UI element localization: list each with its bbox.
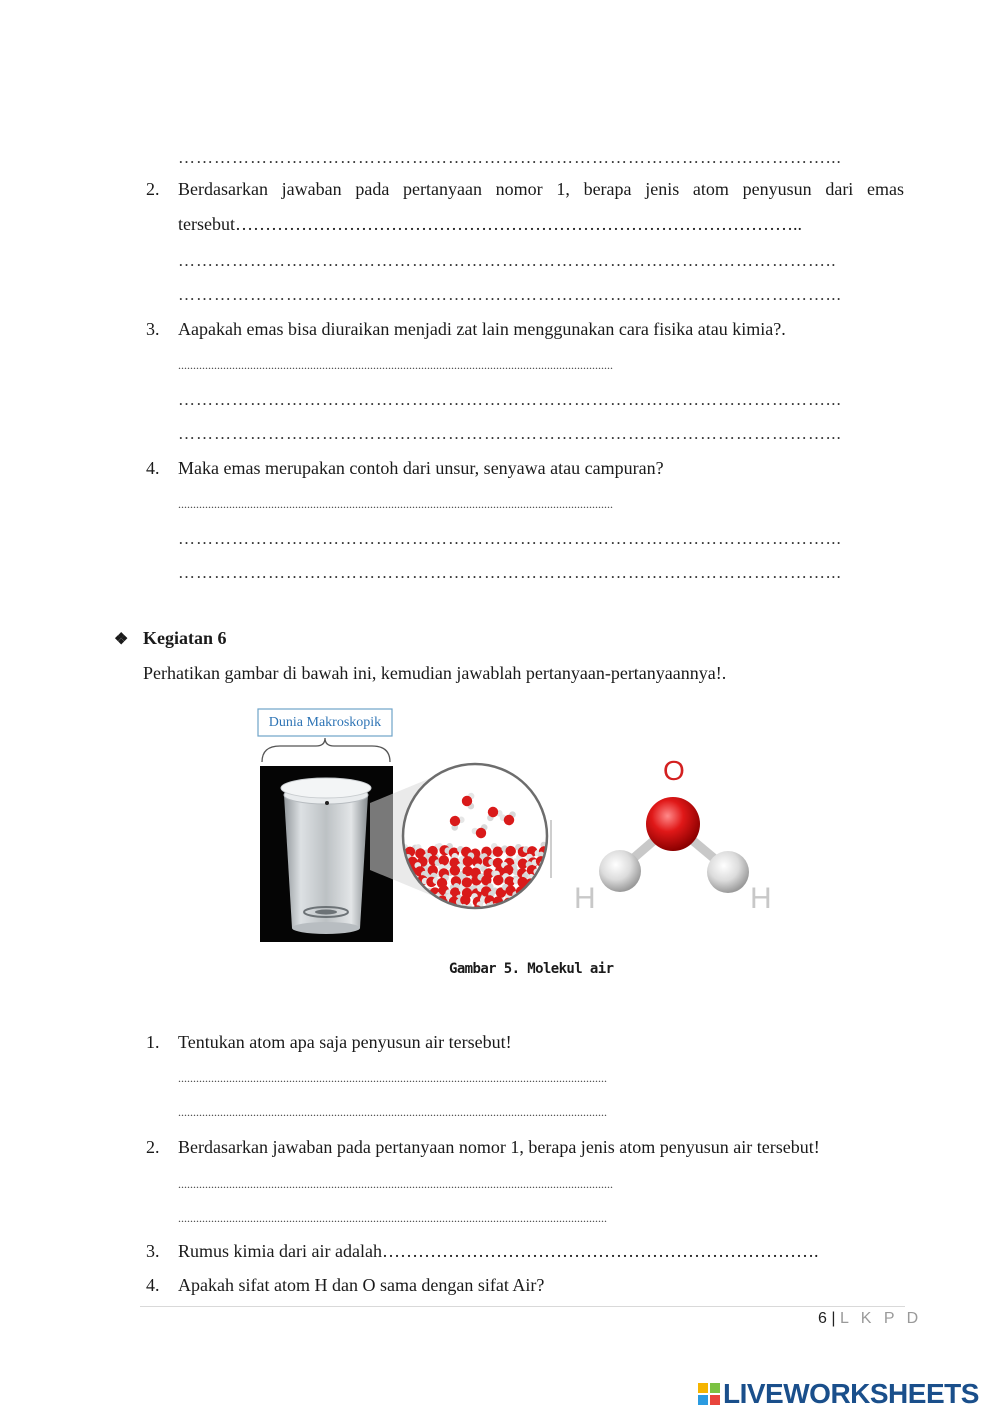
question-text: Apakah sifat atom H dan O sama dengan sifat Air? bbox=[178, 1275, 545, 1295]
answer-line[interactable]: ................................................................................................................................................. bbox=[178, 358, 613, 372]
oxygen-label: O bbox=[663, 755, 685, 786]
answer-line[interactable]: ................................................................................................................................................. bbox=[178, 1177, 613, 1191]
question-text: Berdasarkan jawaban pada pertanyaan nomor 1, berapa jenis atom penyusun air tersebut! bbox=[178, 1137, 820, 1157]
question-number: 2. bbox=[146, 1137, 160, 1157]
question-number: 4. bbox=[146, 1275, 160, 1295]
question-text: Aapakah emas bisa diuraikan menjadi zat lain menggunakan cara fisika atau kimia?. bbox=[178, 319, 786, 339]
oxygen-atom bbox=[646, 797, 700, 851]
page-number: 6 bbox=[818, 1310, 827, 1327]
activity-title: Kegiatan 6 bbox=[143, 628, 227, 648]
page-footer bbox=[818, 1310, 922, 1328]
answer-line[interactable]: ………………………………………………………………………………………………... bbox=[178, 285, 842, 304]
answer-line[interactable]: ……………………………………………………………………………………………….. bbox=[178, 251, 837, 270]
activity-instruction: Perhatikan gambar di bawah ini, kemudian jawablah pertanyaan-pertanyaannya!. bbox=[143, 663, 727, 683]
answer-line[interactable]: ............................................................................................................................................... bbox=[178, 1105, 607, 1119]
question-text[interactable]: Rumus kimia dari air adalah………………………………………………………………. bbox=[178, 1241, 819, 1261]
hydrogen-label-right: H bbox=[750, 882, 772, 915]
footer-label: L K P D bbox=[839, 1310, 923, 1327]
question-text: Maka emas merupakan contoh dari unsur, senyawa atau campuran? bbox=[178, 458, 664, 478]
hydrogen-atom-left bbox=[599, 850, 641, 892]
liveworksheets-icon bbox=[698, 1383, 720, 1405]
question-number: 2. bbox=[146, 179, 160, 199]
question-number: 1. bbox=[146, 1032, 160, 1052]
hydrogen-label-left: H bbox=[574, 882, 596, 915]
answer-line[interactable]: ………………………………………………………………………………………………... bbox=[178, 529, 842, 548]
question-number: 3. bbox=[146, 1241, 160, 1261]
question-text-continuation: tersebut………………………………………………………………………………….. bbox=[178, 214, 802, 234]
question-text: Tentukan atom apa saja penyusun air tersebut! bbox=[178, 1032, 512, 1052]
answer-line[interactable]: ............................................................................................................................................... bbox=[178, 1071, 607, 1085]
bullet-icon: ❖ bbox=[114, 631, 129, 648]
question-number: 4. bbox=[146, 458, 160, 478]
question-text: Berdasarkan jawaban pada pertanyaan nomor 1, berapa jenis atom penyusun dari emas bbox=[178, 179, 904, 199]
answer-line[interactable]: ………………………………………………………………………………………………... bbox=[178, 148, 842, 167]
answer-line[interactable]: ………………………………………………………………………………………………... bbox=[178, 424, 842, 443]
footer-divider bbox=[140, 1306, 905, 1307]
figure-caption: Gambar 5. Molekul air bbox=[449, 961, 614, 977]
answer-line[interactable]: ................................................................................................................................................. bbox=[178, 497, 613, 511]
hydrogen-atom-right bbox=[707, 851, 749, 893]
answer-line[interactable]: ………………………………………………………………………………………………... bbox=[178, 390, 842, 409]
footer-separator: | bbox=[831, 1310, 836, 1327]
water-molecule-figure bbox=[250, 700, 790, 950]
question-number: 3. bbox=[146, 319, 160, 339]
answer-line[interactable]: ............................................................................................................................................... bbox=[178, 1211, 607, 1225]
liveworksheets-logo[interactable] bbox=[698, 1378, 979, 1410]
macroscopic-label: Dunia Makroskopik bbox=[268, 715, 382, 730]
liveworksheets-text: LIVEWORKSHEETS bbox=[723, 1378, 979, 1409]
answer-line[interactable]: ………………………………………………………………………………………………... bbox=[178, 563, 842, 582]
